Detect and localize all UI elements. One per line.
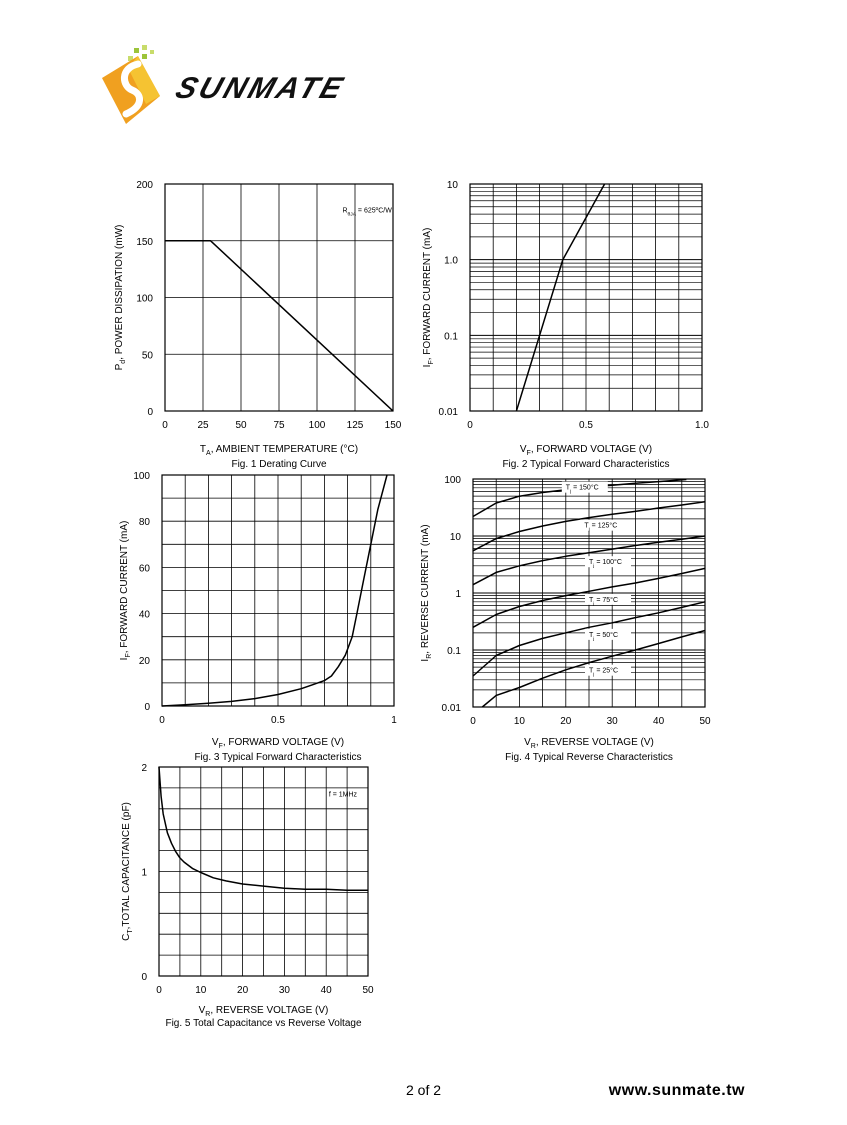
fig4-ytick-label: 0.1 <box>447 646 461 657</box>
fig3-ytick-label: 80 <box>138 517 150 529</box>
fig2-xlabel: $V_F$, FORWARD VOLTAGE (V) <box>519 444 653 457</box>
fig3-ytick-label: 60 <box>138 563 150 575</box>
fig4-xtick-label: 10 <box>513 716 525 727</box>
fig1-derating-curve <box>114 180 402 470</box>
fig5-xtick-label: 10 <box>195 985 207 996</box>
fig2-ytick-label: 1.0 <box>444 255 458 267</box>
fig1-ytick-label: 200 <box>136 180 153 191</box>
fig4-xlabel: $V_R$, REVERSE VOLTAGE (V) <box>524 737 654 750</box>
logo-wordmark-text: SUNMATE <box>171 70 350 105</box>
fig1-xtick-label: 125 <box>346 420 364 431</box>
fig2-title: Fig. 2 Typical Forward Characteristics <box>502 459 670 470</box>
fig4-ylabel: $I_R$, REVERSE CURRENT (mA) <box>420 524 433 662</box>
fig4-series-label-4: $T_j = 50^\circ C$ <box>589 631 618 642</box>
fig5-ytick-label: 1 <box>141 867 147 879</box>
fig5-xtick-label: 50 <box>362 985 374 996</box>
fig1-xtick-label: 75 <box>273 420 285 431</box>
fig4-series-label-3: $T_j = 75^\circ C$ <box>589 596 618 607</box>
fig1-xlabel: $T_A$, AMBIENT TEMPERATURE (°C) <box>199 444 359 457</box>
fig1-ytick-label: 100 <box>136 293 153 305</box>
fig3-ytick-label: 40 <box>138 609 150 621</box>
fig2-xtick-label: 0 <box>467 420 473 431</box>
fig1-title: Fig. 1 Derating Curve <box>231 459 327 470</box>
fig4-title: Fig. 4 Typical Reverse Characteristics <box>505 752 673 763</box>
fig1-ytick-label: 0 <box>147 407 153 418</box>
fig5-ytick-label: 0 <box>141 972 147 983</box>
fig3-xtick-label: 1 <box>391 715 397 726</box>
fig2-xtick-label: 1.0 <box>695 420 709 431</box>
fig4-series-label-1: $T_j = 125^\circ C$ <box>584 522 618 533</box>
fig2-series-0 <box>516 184 604 411</box>
fig1-ytick-label: 150 <box>136 236 153 248</box>
fig5-title: Fig. 5 Total Capacitance vs Reverse Voltage <box>165 1018 362 1029</box>
fig4-xtick-label: 20 <box>560 716 572 727</box>
fig4-xtick-label: 30 <box>606 716 618 727</box>
fig3-xtick-label: 0.5 <box>271 715 285 726</box>
fig4-xtick-label: 50 <box>699 716 711 727</box>
page-number: 2 of 2 <box>405 1082 442 1098</box>
fig2-ytick-label: 0.01 <box>438 407 458 418</box>
fig5-ylabel: $C_T,TOTAL$ CAPACITANCE (pF) <box>121 802 134 941</box>
fig4-ytick-label: 1 <box>455 589 461 600</box>
fig3-xlabel: $V_F$, FORWARD VOLTAGE (V) <box>211 737 345 750</box>
fig2-ytick-label: 10 <box>446 180 458 191</box>
fig5-xlabel: $V_R$, REVERSE VOLTAGE (V) <box>198 1005 329 1018</box>
fig5-xtick-label: 30 <box>278 985 290 996</box>
fig1-ytick-label: 50 <box>141 350 153 362</box>
fig3-ytick-label: 0 <box>144 702 150 713</box>
fig1-xtick-label: 100 <box>308 420 326 431</box>
fig5-xtick-label: 40 <box>320 985 332 996</box>
fig3-xtick-label: 0 <box>159 715 165 726</box>
fig2-forward-characteristics-log <box>422 180 709 470</box>
fig2-ytick-label: 0.1 <box>444 331 458 343</box>
fig3-ytick-label: 100 <box>133 471 150 482</box>
fig5-capacitance-vs-reverse-voltage <box>121 763 374 1029</box>
fig3-ylabel: $I_F$, FORWARD CURRENT (mA) <box>119 520 132 661</box>
fig4-ytick-label: 10 <box>449 532 461 543</box>
fig1-xtick-label: 0 <box>162 420 168 431</box>
fig1-xtick-label: 50 <box>235 420 247 431</box>
fig1-ylabel: $P_d$, POWER DISSIPATION (mW) <box>114 224 127 371</box>
fig2-xtick-label: 0.5 <box>579 420 593 431</box>
fig5-ytick-label: 2 <box>141 763 147 774</box>
fig4-ytick-label: 100 <box>444 475 461 486</box>
fig3-ytick-label: 20 <box>138 655 150 667</box>
fig1-xtick-label: 150 <box>384 420 402 431</box>
fig4-reverse-characteristics <box>420 475 711 763</box>
fig3-forward-characteristics-linear <box>119 471 397 763</box>
fig4-xtick-label: 40 <box>653 716 665 727</box>
fig5-xtick-label: 0 <box>156 985 162 996</box>
fig4-series-label-5: $T_j = 25^\circ C$ <box>589 667 618 678</box>
fig4-ytick-label: 0.01 <box>441 703 461 714</box>
fig1-xtick-label: 25 <box>197 420 209 431</box>
fig1-annotation-0: $R_{\theta JA}$ = 625ºC/W <box>342 207 392 218</box>
fig3-title: Fig. 3 Typical Forward Characteristics <box>194 752 362 763</box>
fig4-series-label-0: $T_j = 150^\circ C$ <box>565 484 599 495</box>
fig5-annotation-0: f = 1MHz <box>328 791 358 799</box>
footer-url: www.sunmate.tw <box>608 1082 745 1099</box>
fig4-xtick-label: 0 <box>470 716 476 727</box>
fig5-xtick-label: 20 <box>237 985 249 996</box>
fig4-series-label-2: $T_j = 100^\circ C$ <box>589 559 622 570</box>
fig2-ylabel: $I_F$, FORWARD CURRENT (mA) <box>422 227 435 368</box>
